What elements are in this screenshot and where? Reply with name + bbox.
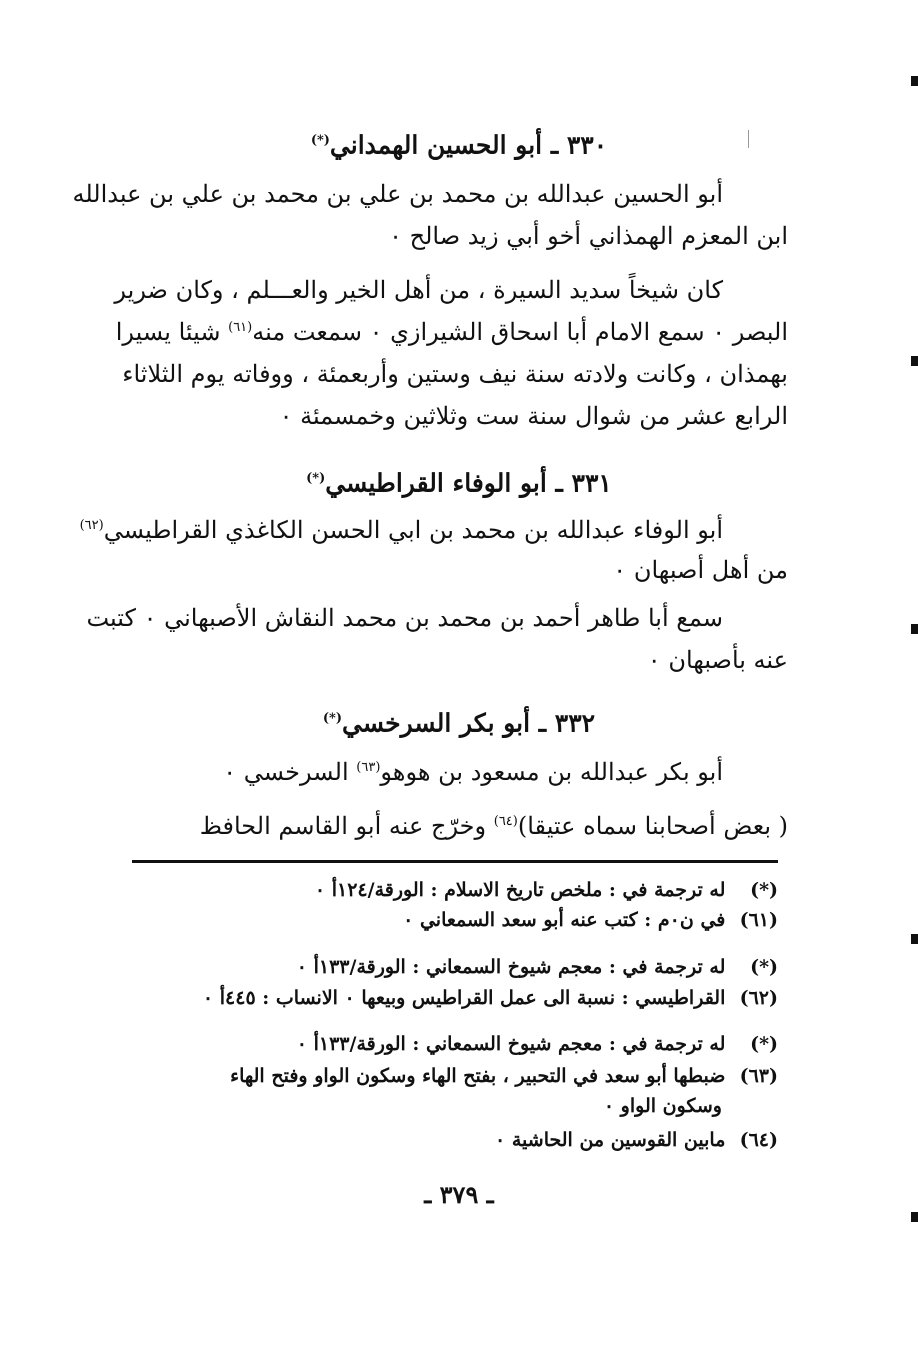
- body-text: البصر ٠ سمع الامام أبا اسحاق الشيرازي ٠ سمعت منه: [252, 318, 788, 346]
- body-text: شيئا يسيرا: [115, 318, 229, 346]
- heading-note-mark: (*): [310, 133, 330, 148]
- footnote: [118, 1030, 778, 1058]
- footnote-continuation: وسكون الواو ٠: [603, 1095, 722, 1117]
- heading-note-mark: (*): [306, 471, 326, 486]
- body-text: أبو بكر عبدالله بن مسعود بن هوهو: [380, 758, 723, 786]
- footnote: [118, 876, 778, 904]
- entry-heading-text: ٣٣١ ـ أبو الوفاء القراطيسي: [325, 468, 612, 498]
- footnote-text: له ترجمة في : معجم شيوخ السمعاني : الورقة/١٣٣أ ٠: [296, 956, 726, 978]
- scan-edge-mark: [911, 934, 918, 944]
- body-line: بهمذان ، وكانت ولادته سنة نيف وستين وأربعمئة ، ووفاته يوم الثلاثاء: [122, 360, 788, 388]
- body-line: أبو الحسين عبدالله بن محمد بن علي بن محمد بن علي بن عبدالله: [72, 180, 723, 208]
- footnote-mark: (*): [750, 1033, 778, 1055]
- body-text: ( بعض أصحابنا سماه عتيقا): [517, 812, 788, 840]
- scan-edge-mark: [911, 76, 918, 86]
- scan-edge-mark: [911, 624, 918, 634]
- footnote: [118, 906, 778, 934]
- heading-note-mark: (*): [322, 711, 343, 726]
- note-reference: (٦٤): [493, 814, 518, 829]
- footnote: [118, 1062, 778, 1090]
- note-reference: (٦٣): [356, 760, 381, 775]
- note-reference: (٦٢): [79, 518, 104, 533]
- body-line: [115, 314, 788, 350]
- scan-edge-mark: [911, 1212, 918, 1222]
- note-reference: (٦١): [228, 320, 253, 335]
- footnote: [118, 953, 778, 981]
- body-line: [128, 808, 788, 844]
- entry-heading-text: ٣٣٢ ـ أبو بكر السرخسي: [342, 708, 596, 738]
- footnote-text: مابين القوسين من الحاشية ٠: [495, 1129, 726, 1151]
- footnote-text: القراطيسي : نسبة الى عمل القراطيس وبيعها ٠ الانساب : ٤٤٥أ ٠: [202, 987, 726, 1009]
- footnote-rule: [132, 860, 778, 863]
- footnote: [118, 1126, 778, 1154]
- body-text: وخرّج عنه أبو القاسم الحافظ: [199, 812, 494, 840]
- body-line: من أهل أصبهان ٠: [613, 556, 788, 584]
- page-number: ـ ٣٧٩ ـ: [424, 1180, 494, 1209]
- footnote-mark: (*): [750, 956, 778, 978]
- entry-heading: [0, 702, 918, 740]
- body-line: [128, 754, 723, 790]
- scan-edge-mark: [911, 356, 918, 366]
- footnote-mark: (٦٤): [739, 1129, 778, 1151]
- footnote-text: ضبطها أبو سعد في التحبير ، بفتح الهاء وسكون الواو وفتح الهاء: [230, 1065, 726, 1087]
- body-line: ابن المعزم الهمذاني أخو أبي زيد صالح ٠: [389, 222, 788, 250]
- entry-heading-text: ٣٣٠ ـ أبو الحسين الهمداني: [329, 130, 608, 160]
- footnote-mark: (٦٢): [739, 987, 778, 1009]
- footnote-text: له ترجمة في : معجم شيوخ السمعاني : الورقة/١٣٣أ ٠: [296, 1033, 726, 1055]
- body-line: عنه بأصبهان ٠: [647, 646, 788, 674]
- body-text: السرخسي ٠: [223, 758, 357, 786]
- body-line: الرابع عشر من شوال سنة ست وثلاثين وخمسمئة ٠: [279, 402, 788, 430]
- footnote-mark: (*): [750, 879, 778, 901]
- body-line: [79, 512, 723, 548]
- entry-heading: [0, 124, 918, 162]
- footnote-text: له ترجمة في : ملخص تاريخ الاسلام : الورقة/١٢٤أ ٠: [314, 879, 726, 901]
- body-text: أبو الوفاء عبدالله بن محمد بن ابي الحسن الكاغذي القراطيسي: [103, 516, 723, 544]
- footnote-mark: (٦١): [739, 909, 778, 931]
- footnote: [118, 984, 778, 1012]
- body-line: سمع أبا طاهر أحمد بن محمد بن محمد النقاش الأصبهاني ٠ كتبت: [86, 604, 723, 632]
- footnote-text: في ن٠م : كتب عنه أبو سعد السمعاني ٠: [403, 909, 726, 931]
- entry-heading: [0, 462, 918, 500]
- footnote-mark: (٦٣): [739, 1065, 778, 1087]
- body-line: كان شيخاً سديد السيرة ، من أهل الخير والعـــلم ، وكان ضرير: [114, 276, 723, 304]
